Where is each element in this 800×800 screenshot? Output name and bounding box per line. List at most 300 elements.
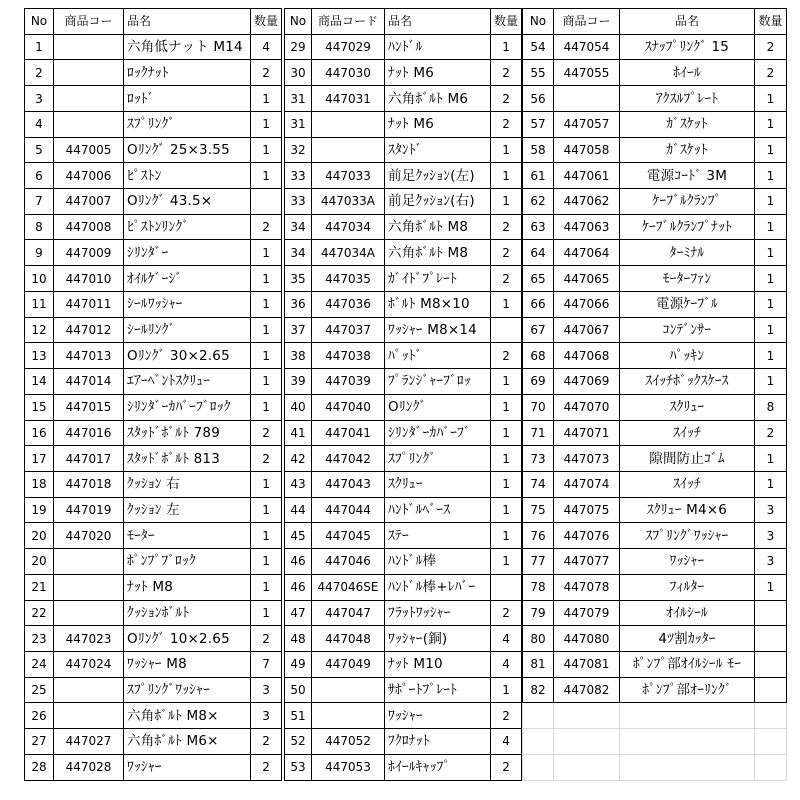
table-row [523, 651, 787, 677]
row-no: 12 [25, 317, 54, 343]
row-qty: 1 [491, 34, 522, 60]
row-name: ｻﾎﾟｰﾄﾌﾟﾚｰﾄ [385, 677, 491, 703]
row-no: 80 [523, 626, 554, 652]
row-name: ﾎｲｰﾙ [620, 60, 755, 86]
row-code [54, 600, 124, 626]
row-name: ﾀｰﾐﾅﾙ [620, 240, 755, 266]
table-row [285, 266, 522, 292]
row-qty [491, 317, 522, 343]
row-name: ﾛｯｸﾅｯﾄ [124, 60, 251, 86]
row-no: 15 [25, 394, 54, 420]
row-qty: 1 [251, 600, 282, 626]
table-row [523, 729, 787, 755]
row-name: ﾜｯｼｬｰ M8×14 [385, 317, 491, 343]
row-code: 447029 [312, 34, 385, 60]
row-name: ﾜｯｼｬｰ [620, 549, 755, 575]
header-code: 商品コー [54, 9, 124, 35]
row-name: 前足ｸｯｼｮﾝ(右) [385, 189, 491, 215]
row-name: ﾜｯｼｬｰ [385, 703, 491, 729]
row-qty: 1 [755, 291, 787, 317]
row-name: ﾌﾟﾗﾝｼﾞｬｰﾌﾞﾛｯ [385, 369, 491, 395]
row-name: ｼﾘﾝﾀﾞｰｶﾊﾞｰﾌﾞﾛｯｸ [124, 394, 251, 420]
row-name: Oﾘﾝｸﾞ 10×2.65 [124, 626, 251, 652]
row-no: 32 [285, 137, 312, 163]
table-row [285, 317, 522, 343]
row-no: 35 [285, 266, 312, 292]
header-no: No [285, 9, 312, 35]
row-name: ｽﾀｯﾄﾞﾎﾞﾙﾄ 813 [124, 446, 251, 472]
row-code: 447074 [554, 471, 620, 497]
row-qty [755, 600, 787, 626]
row-code [54, 34, 124, 60]
row-qty: 1 [491, 523, 522, 549]
row-no: 14 [25, 369, 54, 395]
row-no: 41 [285, 420, 312, 446]
row-name: ﾅｯﾄ M6 [385, 111, 491, 137]
row-name: ﾋﾟｽﾄﾝ [124, 163, 251, 189]
row-name: ﾛｯﾄﾞ [124, 86, 251, 112]
row-code: 447042 [312, 446, 385, 472]
header-qty: 数量 [755, 9, 787, 35]
table-row [285, 60, 522, 86]
row-code: 447068 [554, 343, 620, 369]
row-qty: 1 [755, 343, 787, 369]
row-code: 447043 [312, 471, 385, 497]
row-no: 54 [523, 34, 554, 60]
row-code: 447007 [54, 189, 124, 215]
row-code: 447066 [554, 291, 620, 317]
row-code: 447063 [554, 214, 620, 240]
row-qty: 3 [251, 703, 282, 729]
row-code [54, 549, 124, 575]
table-row [285, 189, 522, 215]
table-row [25, 523, 282, 549]
table-row [25, 394, 282, 420]
row-no: 28 [25, 754, 54, 780]
table-row [285, 369, 522, 395]
row-code: 447047 [312, 600, 385, 626]
row-code: 447037 [312, 317, 385, 343]
table-row [523, 34, 787, 60]
row-qty: 2 [491, 214, 522, 240]
row-no: 75 [523, 497, 554, 523]
table-row [285, 703, 522, 729]
row-qty: 1 [491, 394, 522, 420]
row-qty: 2 [755, 34, 787, 60]
row-name: 六角ﾎﾞﾙﾄ M6 [385, 86, 491, 112]
row-no: 4 [25, 111, 54, 137]
row-code: 447014 [54, 369, 124, 395]
row-no: 31 [285, 111, 312, 137]
row-qty [755, 651, 787, 677]
row-qty: 4 [491, 626, 522, 652]
row-qty: 1 [251, 523, 282, 549]
table-row [523, 266, 787, 292]
row-name: ｼｰﾙﾘﾝｸﾞ [124, 317, 251, 343]
table-row [25, 86, 282, 112]
table-row [285, 754, 522, 780]
row-name: 六角ﾎﾞﾙﾄ M8 [385, 214, 491, 240]
row-name: ｴｱｰﾍﾞﾝﾄｽｸﾘｭｰ [124, 369, 251, 395]
row-no: 33 [285, 163, 312, 189]
row-qty: 1 [491, 369, 522, 395]
row-no: 43 [285, 471, 312, 497]
table-row [285, 137, 522, 163]
row-code: 447016 [54, 420, 124, 446]
row-code: 447061 [554, 163, 620, 189]
table-row [25, 214, 282, 240]
row-code: 447073 [554, 446, 620, 472]
row-name: ｼﾘﾝﾀﾞｰｶﾊﾞｰﾌﾞ [385, 420, 491, 446]
row-code: 447027 [54, 729, 124, 755]
empty-cell [620, 703, 755, 729]
row-code: 447070 [554, 394, 620, 420]
row-name: Oﾘﾝｸﾞ 30×2.65 [124, 343, 251, 369]
table-row [25, 240, 282, 266]
row-name: 六角ﾎﾞﾙﾄ M6× [124, 729, 251, 755]
table-row [523, 446, 787, 472]
row-qty: 1 [251, 549, 282, 575]
row-name: Oﾘﾝｸﾞ 43.5× [124, 189, 251, 215]
row-code: 447057 [554, 111, 620, 137]
table-row [523, 317, 787, 343]
row-name: ﾎｲｰﾙｷｬｯﾌﾟ [385, 754, 491, 780]
row-no: 62 [523, 189, 554, 215]
row-name: ｼｰﾙﾜｯｼｬｰ [124, 291, 251, 317]
row-qty: 4 [251, 34, 282, 60]
table-row [523, 703, 787, 729]
row-qty: 2 [251, 626, 282, 652]
row-qty: 8 [755, 394, 787, 420]
row-no: 69 [523, 369, 554, 395]
row-name: ﾌｨﾙﾀｰ [620, 574, 755, 600]
row-no: 56 [523, 86, 554, 112]
row-code: 447005 [54, 137, 124, 163]
row-qty: 1 [251, 163, 282, 189]
row-qty: 2 [755, 420, 787, 446]
row-code: 447020 [54, 523, 124, 549]
row-no: 57 [523, 111, 554, 137]
table-row [25, 266, 282, 292]
row-no: 9 [25, 240, 54, 266]
table-row [285, 446, 522, 472]
table-row [523, 240, 787, 266]
table-row [25, 497, 282, 523]
row-qty: 1 [755, 240, 787, 266]
row-name: 前足ｸｯｼｮﾝ(左) [385, 163, 491, 189]
row-name: 電源ｺｰﾄﾞ 3M [620, 163, 755, 189]
row-qty: 1 [491, 137, 522, 163]
row-qty [491, 574, 522, 600]
row-name: 電源ｹｰﾌﾞﾙ [620, 291, 755, 317]
row-code: 447040 [312, 394, 385, 420]
row-qty: 1 [251, 240, 282, 266]
row-name: ﾅｯﾄ M10 [385, 651, 491, 677]
row-code: 447062 [554, 189, 620, 215]
row-name: ﾌｸﾛﾅｯﾄ [385, 729, 491, 755]
row-no: 34 [285, 214, 312, 240]
table-row [285, 394, 522, 420]
row-qty: 1 [755, 471, 787, 497]
table-row [25, 729, 282, 755]
row-code: 447065 [554, 266, 620, 292]
row-name: 4ﾂ割ｶｯﾀｰ [620, 626, 755, 652]
row-no: 58 [523, 137, 554, 163]
row-no: 61 [523, 163, 554, 189]
table-row [523, 111, 787, 137]
table-row [25, 111, 282, 137]
row-qty: 2 [491, 703, 522, 729]
row-qty: 1 [251, 291, 282, 317]
row-code: 447048 [312, 626, 385, 652]
parts-table-3 [522, 8, 787, 781]
row-qty: 1 [251, 574, 282, 600]
row-code: 447036 [312, 291, 385, 317]
row-name: ｽﾅｯﾌﾟﾘﾝｸﾞ 15 [620, 34, 755, 60]
row-code: 447028 [54, 754, 124, 780]
table-row [25, 626, 282, 652]
row-name: ﾎﾟﾝﾌﾟﾌﾞﾛｯｸ [124, 549, 251, 575]
table-row [25, 34, 282, 60]
row-qty: 1 [755, 574, 787, 600]
table-row [25, 291, 282, 317]
row-qty: 1 [251, 369, 282, 395]
row-qty: 1 [755, 266, 787, 292]
row-qty: 2 [251, 420, 282, 446]
row-name: Oﾘﾝｸﾞ 25×3.55 [124, 137, 251, 163]
row-code [54, 703, 124, 729]
row-no: 74 [523, 471, 554, 497]
row-code [54, 60, 124, 86]
row-name: ﾋﾟｽﾄﾝﾘﾝｸﾞ [124, 214, 251, 240]
row-name: ｽｸﾘｭｰ [385, 471, 491, 497]
row-code: 447079 [554, 600, 620, 626]
row-qty: 2 [491, 266, 522, 292]
table-row [523, 137, 787, 163]
row-code: 447049 [312, 651, 385, 677]
row-code: 447046 [312, 549, 385, 575]
row-code: 447008 [54, 214, 124, 240]
row-no: 81 [523, 651, 554, 677]
row-name: 隙間防止ｺﾞﾑ [620, 446, 755, 472]
row-code: 447034 [312, 214, 385, 240]
row-code [312, 677, 385, 703]
table-row [25, 189, 282, 215]
row-qty: 1 [251, 343, 282, 369]
table-row [25, 420, 282, 446]
row-code: 447076 [554, 523, 620, 549]
row-no: 51 [285, 703, 312, 729]
row-no: 38 [285, 343, 312, 369]
table-row [25, 343, 282, 369]
row-no: 50 [285, 677, 312, 703]
row-no: 55 [523, 60, 554, 86]
row-no: 39 [285, 369, 312, 395]
row-name: ﾅｯﾄ M6 [385, 60, 491, 86]
row-qty: 2 [251, 754, 282, 780]
row-no: 20 [25, 523, 54, 549]
row-no: 82 [523, 677, 554, 703]
row-name: ｶﾞｲﾄﾞﾌﾟﾚｰﾄ [385, 266, 491, 292]
empty-cell [620, 754, 755, 780]
row-no: 11 [25, 291, 54, 317]
row-no: 47 [285, 600, 312, 626]
table-row [285, 729, 522, 755]
row-no: 20 [25, 549, 54, 575]
row-code: 447030 [312, 60, 385, 86]
row-no: 49 [285, 651, 312, 677]
table-row [25, 446, 282, 472]
row-qty: 2 [251, 729, 282, 755]
table-row [25, 471, 282, 497]
row-code: 447023 [54, 626, 124, 652]
row-code: 447055 [554, 60, 620, 86]
row-qty: 2 [251, 214, 282, 240]
header-qty: 数量 [251, 9, 282, 35]
table-row [523, 600, 787, 626]
row-qty: 1 [491, 497, 522, 523]
row-code: 447024 [54, 651, 124, 677]
row-code: 447080 [554, 626, 620, 652]
row-name: ｶﾞｽｹｯﾄ [620, 137, 755, 163]
row-qty: 1 [491, 420, 522, 446]
row-no: 48 [285, 626, 312, 652]
row-name: 六角ﾎﾞﾙﾄ M8× [124, 703, 251, 729]
row-code: 447054 [554, 34, 620, 60]
row-code: 447071 [554, 420, 620, 446]
table-row [285, 626, 522, 652]
parts-table-1 [24, 8, 282, 781]
table-row [523, 497, 787, 523]
row-no: 10 [25, 266, 54, 292]
table-row [523, 626, 787, 652]
row-no: 46 [285, 574, 312, 600]
table-row [523, 214, 787, 240]
row-qty [755, 677, 787, 703]
row-qty: 4 [491, 651, 522, 677]
row-qty: 1 [755, 137, 787, 163]
row-no: 5 [25, 137, 54, 163]
row-no: 3 [25, 86, 54, 112]
row-name: ｽﾀｯﾄﾞﾎﾞﾙﾄ 789 [124, 420, 251, 446]
row-no: 73 [523, 446, 554, 472]
header-code: 商品コード [312, 9, 385, 35]
row-code: 447081 [554, 651, 620, 677]
empty-cell [554, 703, 620, 729]
row-no: 24 [25, 651, 54, 677]
table-row [25, 600, 282, 626]
table-row [25, 549, 282, 575]
row-qty: 1 [491, 549, 522, 575]
row-name: ﾓｰﾀｰ [124, 523, 251, 549]
table-row [285, 163, 522, 189]
row-code: 447078 [554, 574, 620, 600]
row-code: 447033 [312, 163, 385, 189]
row-qty: 1 [251, 111, 282, 137]
header-row [523, 9, 787, 35]
row-name: ｹｰﾌﾞﾙｸﾗﾝﾌﾟﾅｯﾄ [620, 214, 755, 240]
row-code: 447015 [54, 394, 124, 420]
row-name: Oﾘﾝｸﾞ [385, 394, 491, 420]
row-code: 447064 [554, 240, 620, 266]
row-code [554, 86, 620, 112]
row-qty: 1 [491, 446, 522, 472]
row-qty: 1 [251, 394, 282, 420]
row-no: 64 [523, 240, 554, 266]
row-name: ﾎﾞﾙﾄ M8×10 [385, 291, 491, 317]
table-row [25, 317, 282, 343]
row-no: 26 [25, 703, 54, 729]
empty-cell [523, 729, 554, 755]
row-name: ﾊﾝﾄﾞﾙ棒+ﾚﾊﾞｰ [385, 574, 491, 600]
table-row [523, 677, 787, 703]
empty-cell [620, 729, 755, 755]
row-name: ｵｲﾙｼｰﾙ [620, 600, 755, 626]
table-row [285, 240, 522, 266]
empty-cell [755, 754, 787, 780]
row-qty: 3 [755, 497, 787, 523]
row-code: 447013 [54, 343, 124, 369]
row-qty: 1 [251, 471, 282, 497]
row-no: 52 [285, 729, 312, 755]
table-row [523, 523, 787, 549]
row-code: 447052 [312, 729, 385, 755]
row-qty: 1 [251, 497, 282, 523]
row-qty: 2 [491, 240, 522, 266]
header-name: 品名 [124, 9, 251, 35]
row-code: 447012 [54, 317, 124, 343]
row-no: 13 [25, 343, 54, 369]
row-no: 23 [25, 626, 54, 652]
row-qty: 2 [491, 60, 522, 86]
row-no: 42 [285, 446, 312, 472]
row-code: 447075 [554, 497, 620, 523]
row-name: 六角ﾎﾞﾙﾄ M8 [385, 240, 491, 266]
row-code: 447031 [312, 86, 385, 112]
row-code: 447053 [312, 754, 385, 780]
row-qty: 2 [755, 60, 787, 86]
empty-cell [755, 703, 787, 729]
row-qty: 1 [755, 163, 787, 189]
row-code: 447018 [54, 471, 124, 497]
row-name: 六角低ナット M14 [124, 34, 251, 60]
row-code: 447006 [54, 163, 124, 189]
row-name: ｸｯｼｮﾝﾎﾞﾙﾄ [124, 600, 251, 626]
row-qty: 1 [491, 471, 522, 497]
table-row [523, 574, 787, 600]
row-qty: 2 [251, 446, 282, 472]
row-name: ﾊﾟｯｷﾝ [620, 343, 755, 369]
row-no: 7 [25, 189, 54, 215]
table-row [25, 703, 282, 729]
row-qty: 1 [755, 111, 787, 137]
row-code [312, 111, 385, 137]
row-name: ﾊﾝﾄﾞﾙ [385, 34, 491, 60]
row-name: ﾊﾟｯﾄﾞ [385, 343, 491, 369]
row-no: 17 [25, 446, 54, 472]
row-no: 29 [285, 34, 312, 60]
row-no: 77 [523, 549, 554, 575]
row-qty: 3 [755, 523, 787, 549]
row-qty: 2 [491, 600, 522, 626]
row-name: ｽｸﾘｭｰ [620, 394, 755, 420]
table-row [285, 111, 522, 137]
row-code: 447010 [54, 266, 124, 292]
row-no: 70 [523, 394, 554, 420]
empty-cell [554, 729, 620, 755]
table-row [25, 754, 282, 780]
row-no: 37 [285, 317, 312, 343]
